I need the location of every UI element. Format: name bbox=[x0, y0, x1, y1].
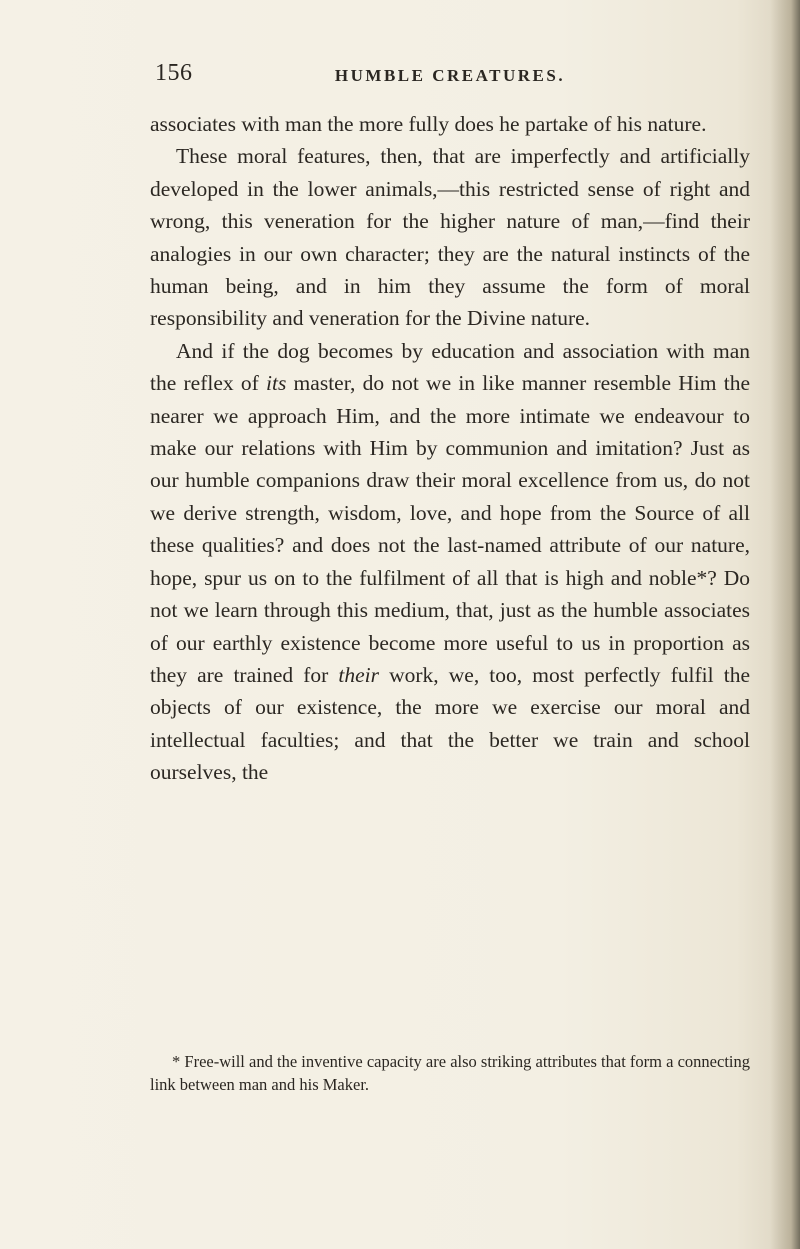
paragraph bbox=[150, 140, 750, 334]
footnote-text: * Free-will and the inventive capacity are also striking attributes that form a connecting link between man and his Maker. bbox=[150, 1052, 750, 1094]
text-run: work, we, too, most perfectly fulfil the objects of our existence, the more we exercise our moral and intellectual faculties; and that the better we train and school ourselves, the bbox=[150, 662, 750, 785]
italic-text: its bbox=[266, 371, 287, 396]
running-head: HUMBLE CREATURES. bbox=[334, 66, 566, 85]
page-number: 156 bbox=[155, 60, 193, 86]
italic-text: their bbox=[338, 662, 380, 687]
text-run: And if the dog becomes by education and association with man the reflex of bbox=[150, 338, 750, 396]
body-text bbox=[150, 108, 750, 789]
page-header bbox=[155, 60, 745, 96]
text-run: These moral features, then, that are imperfectly and artificially developed in the lower animals,—this restricted sense of right and wrong, this veneration for the higher nature of man,—find their analogies in our own character; they are the natural instincts of the human being, and in him they assume the form of moral responsibility and veneration for the Divine nature. bbox=[150, 144, 750, 331]
paragraph bbox=[150, 108, 750, 140]
text-run: master, do not we in like manner resemble Him the nearer we approach Him, and the more intimate we endeavour to make our relations with Him by communion and imitation? Just as our humble companions draw their moral excellence from us, do not we derive strength, wisdom, love, and hope from the Source of all these qualities? and does not the last-named attribute of our nature, hope, spur us on to the fulfilment of all that is high and noble*? Do not we learn through this medium, that, just as the humble associates of our earthly existence become more useful to us in proportion as they are trained for bbox=[150, 371, 750, 687]
page-edge-shadow bbox=[770, 0, 800, 1249]
paragraph bbox=[150, 335, 750, 789]
footnote bbox=[150, 1050, 750, 1096]
text-run: associates with man the more fully does he partake of his nature. bbox=[150, 112, 707, 136]
